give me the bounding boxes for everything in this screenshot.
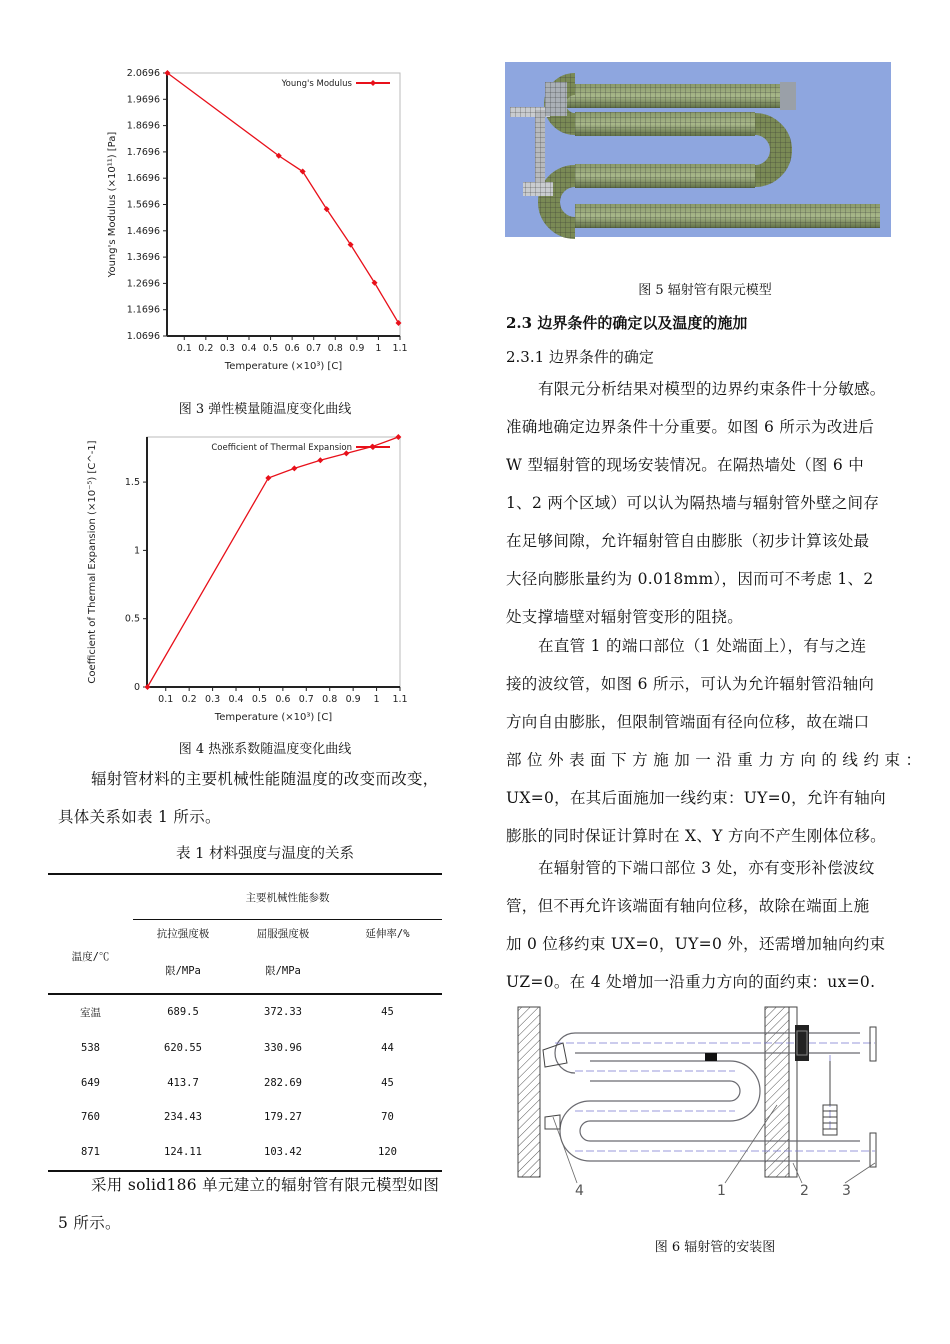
x-tick-label: 0.7 bbox=[306, 343, 322, 354]
label-4: 4 bbox=[575, 1183, 584, 1199]
x-tick-label: 1.1 bbox=[392, 343, 408, 354]
label-3: 3 bbox=[842, 1183, 851, 1199]
y-tick-label: 1.5696 bbox=[126, 199, 160, 211]
y-tick-label: 1.4696 bbox=[126, 225, 160, 237]
subsection-heading: 2.3.1 边界条件的确定 bbox=[506, 348, 654, 366]
table-header-yield: 屈服强度极 bbox=[256, 927, 310, 940]
x-tick-label: 0.9 bbox=[349, 343, 365, 354]
body-line: 1、2 两个区域）可以认为隔热墙与辐射管外壁之间存 bbox=[506, 494, 880, 512]
body-line: W 型辐射管的现场安装情况。在隔热墙处（图 6 中 bbox=[506, 456, 865, 474]
figure-4-caption: 图 4 热涨系数随温度变化曲线 bbox=[178, 742, 352, 757]
table-1 bbox=[48, 873, 442, 1172]
body-line: 在直管 1 的端口部位（1 处端面上），有与之连 bbox=[538, 637, 867, 655]
y-tick-label: 1.3696 bbox=[126, 252, 160, 264]
x-tick-label: 0.6 bbox=[284, 343, 300, 354]
body-line: UZ=0。在 4 处增加一沿重力方向的面约束：ux=0. bbox=[506, 973, 876, 991]
table-row: 760 234.43 179.27 70 bbox=[81, 1111, 394, 1123]
table-header-yield-unit: 限/MPa bbox=[265, 964, 301, 977]
y-tick-label: 1.0696 bbox=[126, 331, 160, 342]
figure-3-caption: 图 3 弹性模量随温度变化曲线 bbox=[178, 402, 352, 417]
body-line: 部 位 外 表 面 下 方 施 加 一 沿 重 力 方 向 的 线 约 束 ： bbox=[506, 751, 922, 769]
body-line: 在足够间隙，允许辐射管自由膨胀（初步计算该处最 bbox=[506, 532, 870, 550]
table-header-elongation: 延伸率/% bbox=[365, 927, 410, 940]
table-header-temperature: 温度/℃ bbox=[71, 950, 110, 963]
y-tick-label: 1.2696 bbox=[126, 278, 160, 290]
body-line: 接的波纹管，如图 6 所示，可认为允许辐射管沿轴向 bbox=[506, 675, 875, 693]
x-tick-label: 0.8 bbox=[322, 694, 338, 705]
y-tick-label: 1.6696 bbox=[126, 173, 160, 185]
installation-drawing-figure bbox=[515, 1005, 890, 1200]
y-tick-label: 1.7696 bbox=[126, 146, 160, 158]
x-tick-label: 1 bbox=[375, 343, 382, 354]
y-tick-label: 1.5 bbox=[124, 477, 140, 489]
section-heading: 2.3 边界条件的确定以及温度的施加 bbox=[506, 314, 748, 332]
plot-area bbox=[147, 437, 400, 687]
x-tick-label: 0.1 bbox=[176, 343, 192, 354]
body-line: 在辐射管的下端口部位 3 处，亦有变形补偿波纹 bbox=[538, 859, 875, 877]
x-tick-label: 1.1 bbox=[392, 694, 408, 705]
x-tick-label: 0.9 bbox=[345, 694, 361, 705]
table-1-caption: 表 1 材料强度与温度的关系 bbox=[176, 846, 354, 862]
x-tick-label: 0.5 bbox=[263, 343, 279, 354]
figure-6-caption: 图 6 辐射管的安装图 bbox=[654, 1240, 776, 1255]
table-row: 室温 689.5 372.33 45 bbox=[80, 1006, 394, 1019]
x-tick-label: 0.2 bbox=[198, 343, 214, 354]
y-tick-label: 1 bbox=[133, 545, 140, 557]
body-line: 处支撑墙壁对辐射管变形的阻挠。 bbox=[506, 608, 744, 626]
y-tick-label: 1.1696 bbox=[126, 304, 160, 316]
x-tick-label: 0.7 bbox=[298, 694, 314, 705]
x-tick-label: 0.4 bbox=[228, 694, 244, 705]
table-row: 871 124.11 103.42 120 bbox=[81, 1146, 397, 1158]
x-tick-label: 0.1 bbox=[158, 694, 174, 705]
y-axis-label: Coefficient of Thermal Expansion (×10⁻⁵) [C^-1] bbox=[87, 440, 98, 684]
body-line: UX=0，在其后面施加一线约束：UY=0，允许有轴向 bbox=[506, 789, 886, 807]
x-tick-label: 0.6 bbox=[275, 694, 291, 705]
table-row: 649 413.7 282.69 45 bbox=[81, 1077, 394, 1089]
body-line: 有限元分析结果对模型的边界约束条件十分敏感。 bbox=[538, 380, 886, 398]
youngs-modulus-chart bbox=[95, 70, 415, 380]
y-tick-label: 2.0696 bbox=[126, 68, 160, 79]
left-paragraph-1-line-1: 辐射管材料的主要机械性能随温度的改变而改变， bbox=[91, 770, 439, 788]
body-line: 膨胀的同时保证计算时在 X、Y 方向不产生刚体位移。 bbox=[506, 827, 886, 845]
table-header-tensile-unit: 限/MPa bbox=[165, 964, 201, 977]
x-tick-label: 0.8 bbox=[327, 343, 343, 354]
y-tick-label: 1.8696 bbox=[126, 120, 160, 132]
left-paragraph-1-line-2: 具体关系如表 1 所示。 bbox=[58, 808, 221, 826]
y-tick-label: 1.9696 bbox=[126, 94, 160, 106]
label-2: 2 bbox=[800, 1183, 809, 1199]
x-tick-label: 0.3 bbox=[219, 343, 235, 354]
body-line: 大径向膨胀量约为 0.018mm），因而可不考虑 1、2 bbox=[506, 570, 874, 588]
fe-mesh-model-figure bbox=[505, 62, 891, 237]
plot-area bbox=[167, 73, 400, 336]
body-line: 方向自由膨胀，但限制管端面有径向位移，故在端口 bbox=[506, 713, 870, 731]
thermal-expansion-chart bbox=[87, 425, 415, 723]
y-axis-label: Young's Modulus (×10¹¹) [Pa] bbox=[107, 131, 118, 278]
left-paragraph-2-line-1: 采用 solid186 单元建立的辐射管有限元模型如图 bbox=[91, 1176, 440, 1194]
x-tick-label: 0.5 bbox=[251, 694, 267, 705]
x-tick-label: 0.3 bbox=[205, 694, 221, 705]
legend-label: Young's Modulus bbox=[281, 79, 352, 89]
body-line: 管，但不再允许该端面有轴向位移，故除在端面上施 bbox=[506, 897, 870, 915]
y-tick-label: 0.5 bbox=[124, 613, 140, 625]
table-header-tensile: 抗拉强度极 bbox=[156, 927, 210, 940]
x-tick-label: 0.4 bbox=[241, 343, 257, 354]
figure-5-caption: 图 5 辐射管有限元模型 bbox=[638, 283, 772, 298]
table-row: 538 620.55 330.96 44 bbox=[81, 1041, 394, 1054]
legend-label: Coefficient of Thermal Expansion bbox=[211, 443, 352, 453]
label-1: 1 bbox=[717, 1183, 726, 1199]
y-tick-label: 0 bbox=[133, 682, 140, 693]
x-axis-label: Temperature (×10³) [C] bbox=[214, 712, 333, 723]
body-line: 准确地确定边界条件十分重要。如图 6 所示为改进后 bbox=[506, 418, 875, 436]
x-tick-label: 0.2 bbox=[181, 694, 197, 705]
left-paragraph-2-line-2: 5 所示。 bbox=[58, 1214, 121, 1232]
x-tick-label: 1 bbox=[373, 694, 380, 705]
body-line: 加 0 位移约束 UX=0，UY=0 外，还需增加轴向约束 bbox=[506, 935, 886, 953]
table-group-header: 主要机械性能参数 bbox=[245, 891, 330, 904]
x-axis-label: Temperature (×10³) [C] bbox=[224, 361, 343, 372]
